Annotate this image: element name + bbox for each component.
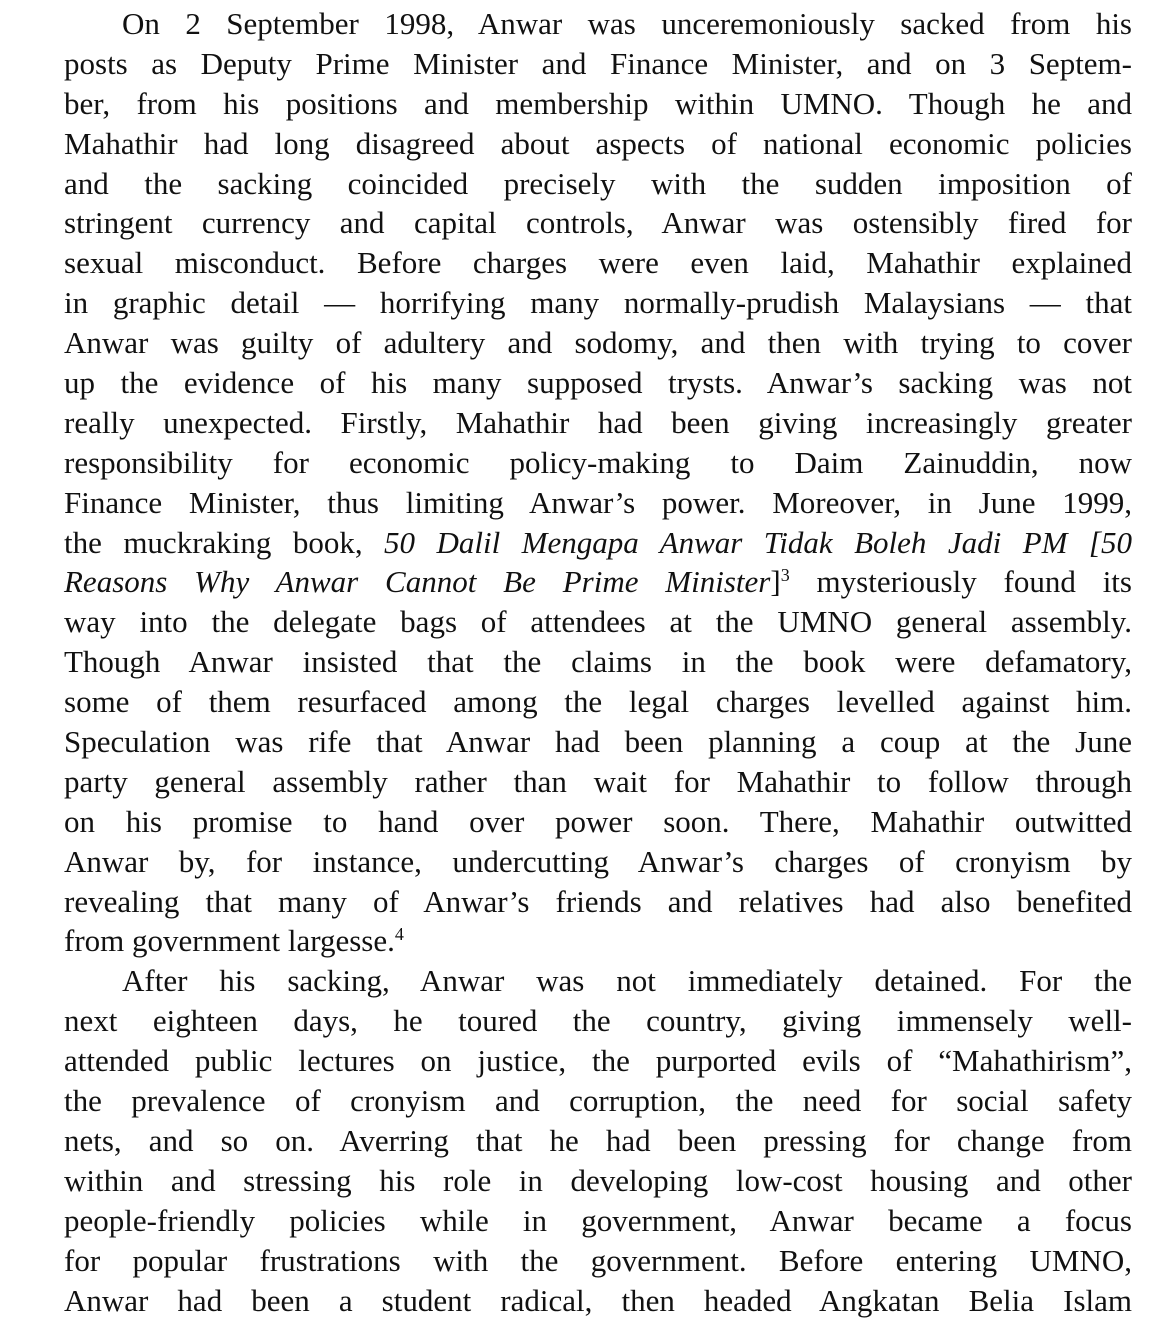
closing-bracket: ] bbox=[770, 564, 781, 600]
footnote-marker-4[interactable]: 4 bbox=[394, 924, 404, 945]
book-title-malay: 50 Dalil Mengapa Anwar Tidak Boleh Jadi PM [50 bbox=[384, 524, 1132, 560]
text-line: really unexpected. Firstly, Mahathir had been giving increasingly greater bbox=[64, 404, 1132, 440]
text-line: After his sacking, Anwar was not immediately detained. For the bbox=[122, 963, 1132, 999]
text-line: Anwar had been a student radical, then headed Angkatan Belia Islam bbox=[64, 1282, 1132, 1318]
text-segment: from government largesse. bbox=[64, 923, 395, 959]
text-line: Mahathir had long disagreed about aspects of national economic policies bbox=[64, 125, 1132, 161]
text-line: posts as Deputy Prime Minister and Finance Minister, and on 3 Septem- bbox=[64, 45, 1132, 81]
paragraph-2 bbox=[64, 961, 1132, 1320]
text-line: nets, and so on. Averring that he had been pressing for change from bbox=[64, 1122, 1132, 1158]
text-line: for popular frustrations with the government. Before entering UMNO, bbox=[64, 1242, 1132, 1278]
text-line: Speculation was rife that Anwar had been planning a coup at the June bbox=[64, 724, 1132, 760]
text-segment: the muckraking book, bbox=[64, 524, 385, 560]
text-line bbox=[64, 562, 1132, 602]
text-line: ber, from his positions and membership within UMNO. Though he and bbox=[64, 85, 1133, 121]
text-line: next eighteen days, he toured the country, giving immensely well- bbox=[64, 1003, 1132, 1039]
text-line: in graphic detail — horrifying many normally-prudish Malaysians — that bbox=[64, 285, 1132, 321]
footnote-marker-3[interactable]: 3 bbox=[780, 565, 790, 586]
text-line: the prevalence of cronyism and corruption, the need for social safety bbox=[64, 1083, 1132, 1119]
text-line: Though Anwar insisted that the claims in the book were defamatory, bbox=[64, 644, 1132, 680]
text-segment: mysteriously found its bbox=[789, 564, 1132, 600]
text-line: up the evidence of his many supposed trysts. Anwar’s sacking was not bbox=[64, 365, 1132, 401]
text-line: attended public lectures on justice, the purported evils of “Mahathirism”, bbox=[64, 1043, 1132, 1079]
text-line: Anwar was guilty of adultery and sodomy, and then with trying to cover bbox=[64, 325, 1133, 361]
text-line: on his promise to hand over power soon. There, Mahathir outwitted bbox=[64, 803, 1133, 839]
body-text bbox=[64, 4, 1132, 1320]
text-line: some of them resurfaced among the legal charges levelled against him. bbox=[64, 684, 1132, 720]
text-line: responsibility for economic policy-making to Daim Zainuddin, now bbox=[64, 444, 1132, 480]
text-line: people-friendly policies while in government, Anwar became a focus bbox=[64, 1202, 1132, 1238]
text-line: and the sacking coincided precisely with the sudden imposition of bbox=[64, 165, 1132, 201]
text-line: sexual misconduct. Before charges were even laid, Mahathir explained bbox=[64, 245, 1132, 281]
text-line: On 2 September 1998, Anwar was unceremoniously sacked from his bbox=[122, 6, 1133, 41]
text-line: party general assembly rather than wait for Mahathir to follow through bbox=[64, 763, 1132, 799]
book-title-english: Reasons Why Anwar Cannot Be Prime Minister bbox=[64, 564, 771, 600]
text-line: within and stressing his role in developing low-cost housing and other bbox=[64, 1162, 1132, 1198]
text-line bbox=[64, 523, 1132, 563]
paragraph-1 bbox=[64, 4, 1132, 961]
text-line: revealing that many of Anwar’s friends and relatives had also benefited bbox=[64, 883, 1132, 919]
text-line bbox=[64, 921, 1132, 961]
text-line: Anwar by, for instance, undercutting Anwar’s charges of cronyism by bbox=[64, 843, 1132, 879]
text-line: Finance Minister, thus limiting Anwar’s power. Moreover, in June 1999, bbox=[64, 484, 1132, 520]
text-line: stringent currency and capital controls, Anwar was ostensibly fired for bbox=[64, 205, 1132, 241]
text-line: way into the delegate bags of attendees at the UMNO general assembly. bbox=[64, 604, 1132, 640]
